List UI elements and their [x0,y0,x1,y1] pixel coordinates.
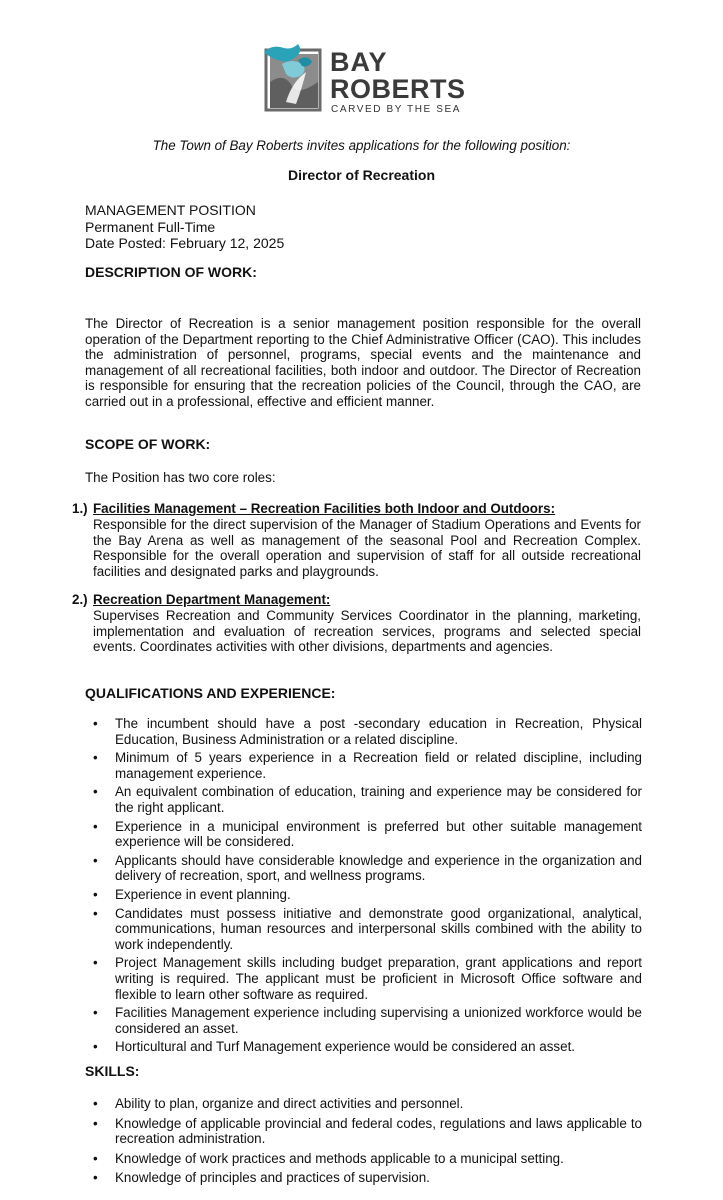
bullet-icon: • [93,1115,98,1131]
wave-emblem-icon [262,42,326,114]
list-item: • Ability to plan, organize and direct activities and personnel. [93,1096,464,1111]
bullet-icon: • [93,1150,98,1166]
qualifications-heading: QUALIFICATIONS AND EXPERIENCE: [85,685,336,701]
bullet-icon: • [93,750,98,766]
list-item: • Applicants should have considerable knowledge and experience in the organization and delivery of recreation, sport, and wellness programs. [93,852,642,884]
logo-tagline: CARVED BY THE SEA [331,104,462,115]
bullet-icon: • [93,905,98,921]
bay-roberts-logo [262,42,466,118]
position-type: MANAGEMENT POSITION [85,202,256,218]
list-item: • The incumbent should have a post -secondary education in Recreation, Physical Education, Business Administration or a related discipline. [93,716,642,747]
qualifications-list [85,716,642,1058]
logo-line-1: BAY [330,47,388,77]
role-2-text: Supervises Recreation and Community Services Coordinator in the planning, marketing, implementation and evaluation of recreation services, programs and selected special events. Coordinates activities with other divisions, departments and agencies. [93,608,641,655]
list-item: • An equivalent combination of education, training and experience may be considered for the right applicant. [93,784,642,815]
list-item: • Knowledge of principles and practices of supervision. [93,1170,430,1186]
list-item: • Candidates must possess initiative and demonstrate good organizational, analytical, communications, human resources and interpersonal skills combined with the ability to work independently. [93,905,642,952]
bullet-icon: • [93,1005,98,1021]
date-posted: Date Posted: February 12, 2025 [85,235,285,251]
role-2-number: 2.) [72,592,88,607]
list-item: • Knowledge of work practices and methods applicable to a municipal setting. [93,1150,564,1166]
role-1-title: Facilities Management – Recreation Facilities both Indoor and Outdoors: [93,501,556,516]
logo-line-2: ROBERTS [330,74,466,104]
intro-text: The Town of Bay Roberts invites applications for the following position: [152,138,571,153]
list-item: • Minimum of 5 years experience in a Recreation field or related discipline, including management experience. [93,750,642,781]
position-meta [85,202,284,252]
list-item: • Experience in a municipal environment is preferred but other suitable management experience will be considered. [93,818,642,850]
position-status: Permanent Full-Time [85,218,216,235]
bullet-icon: • [93,1039,98,1055]
scope-lead: The Position has two core roles: [85,470,276,485]
description-heading: DESCRIPTION OF WORK: [85,264,257,280]
list-item: • Project Management skills including budget preparation, grant applications and report writing is required. The applicant must be proficient in Microsoft Office software and flexible to learn other software as required. [93,955,642,1002]
description-text: The Director of Recreation is a senior management position responsible for the overall operation of the Department reporting to the Chief Administrative Officer (CAO). This includes the administration of personnel, programs, special events and the maintenance and management of all recreational facilities, both indoor and outdoor. The Director of Recreation is responsible for ensuring that the recreation policies of the Council, through the CAO, are carried out in a professional, effective and efficient manner. [85,316,641,409]
bullet-icon: • [93,1096,98,1111]
bullet-icon: • [93,784,98,800]
bullet-icon: • [93,886,98,902]
list-item: • Horticultural and Turf Management experience would be considered an asset. [93,1039,576,1055]
list-item: • Experience in event planning. [93,886,291,902]
role-1-number: 1.) [72,501,88,516]
scope-heading: SCOPE OF WORK: [85,436,211,452]
skills-list [85,1096,642,1190]
bullet-icon: • [93,716,98,731]
bullet-icon: • [93,818,98,834]
bullet-icon: • [93,1170,98,1186]
list-item: • Facilities Management experience including supervising a unionized workforce would be considered an asset. [93,1005,642,1036]
bullet-icon: • [93,955,98,971]
list-item: • Knowledge of applicable provincial and federal codes, regulations and laws applicable to recreation administration. [93,1115,642,1147]
skills-heading: SKILLS: [85,1063,140,1079]
bullet-icon: • [93,852,98,868]
role-2-title: Recreation Department Management: [93,592,331,607]
job-title: Director of Recreation [287,167,436,183]
role-1-text: Responsible for the direct supervision of the Manager of Stadium Operations and Events for the Bay Arena as well as management of the seasonal Pool and Recreation Complex. Responsible for the overall operation and supervision of staff for all outside recreational facilities and designated parks and playgrounds. [93,517,641,579]
